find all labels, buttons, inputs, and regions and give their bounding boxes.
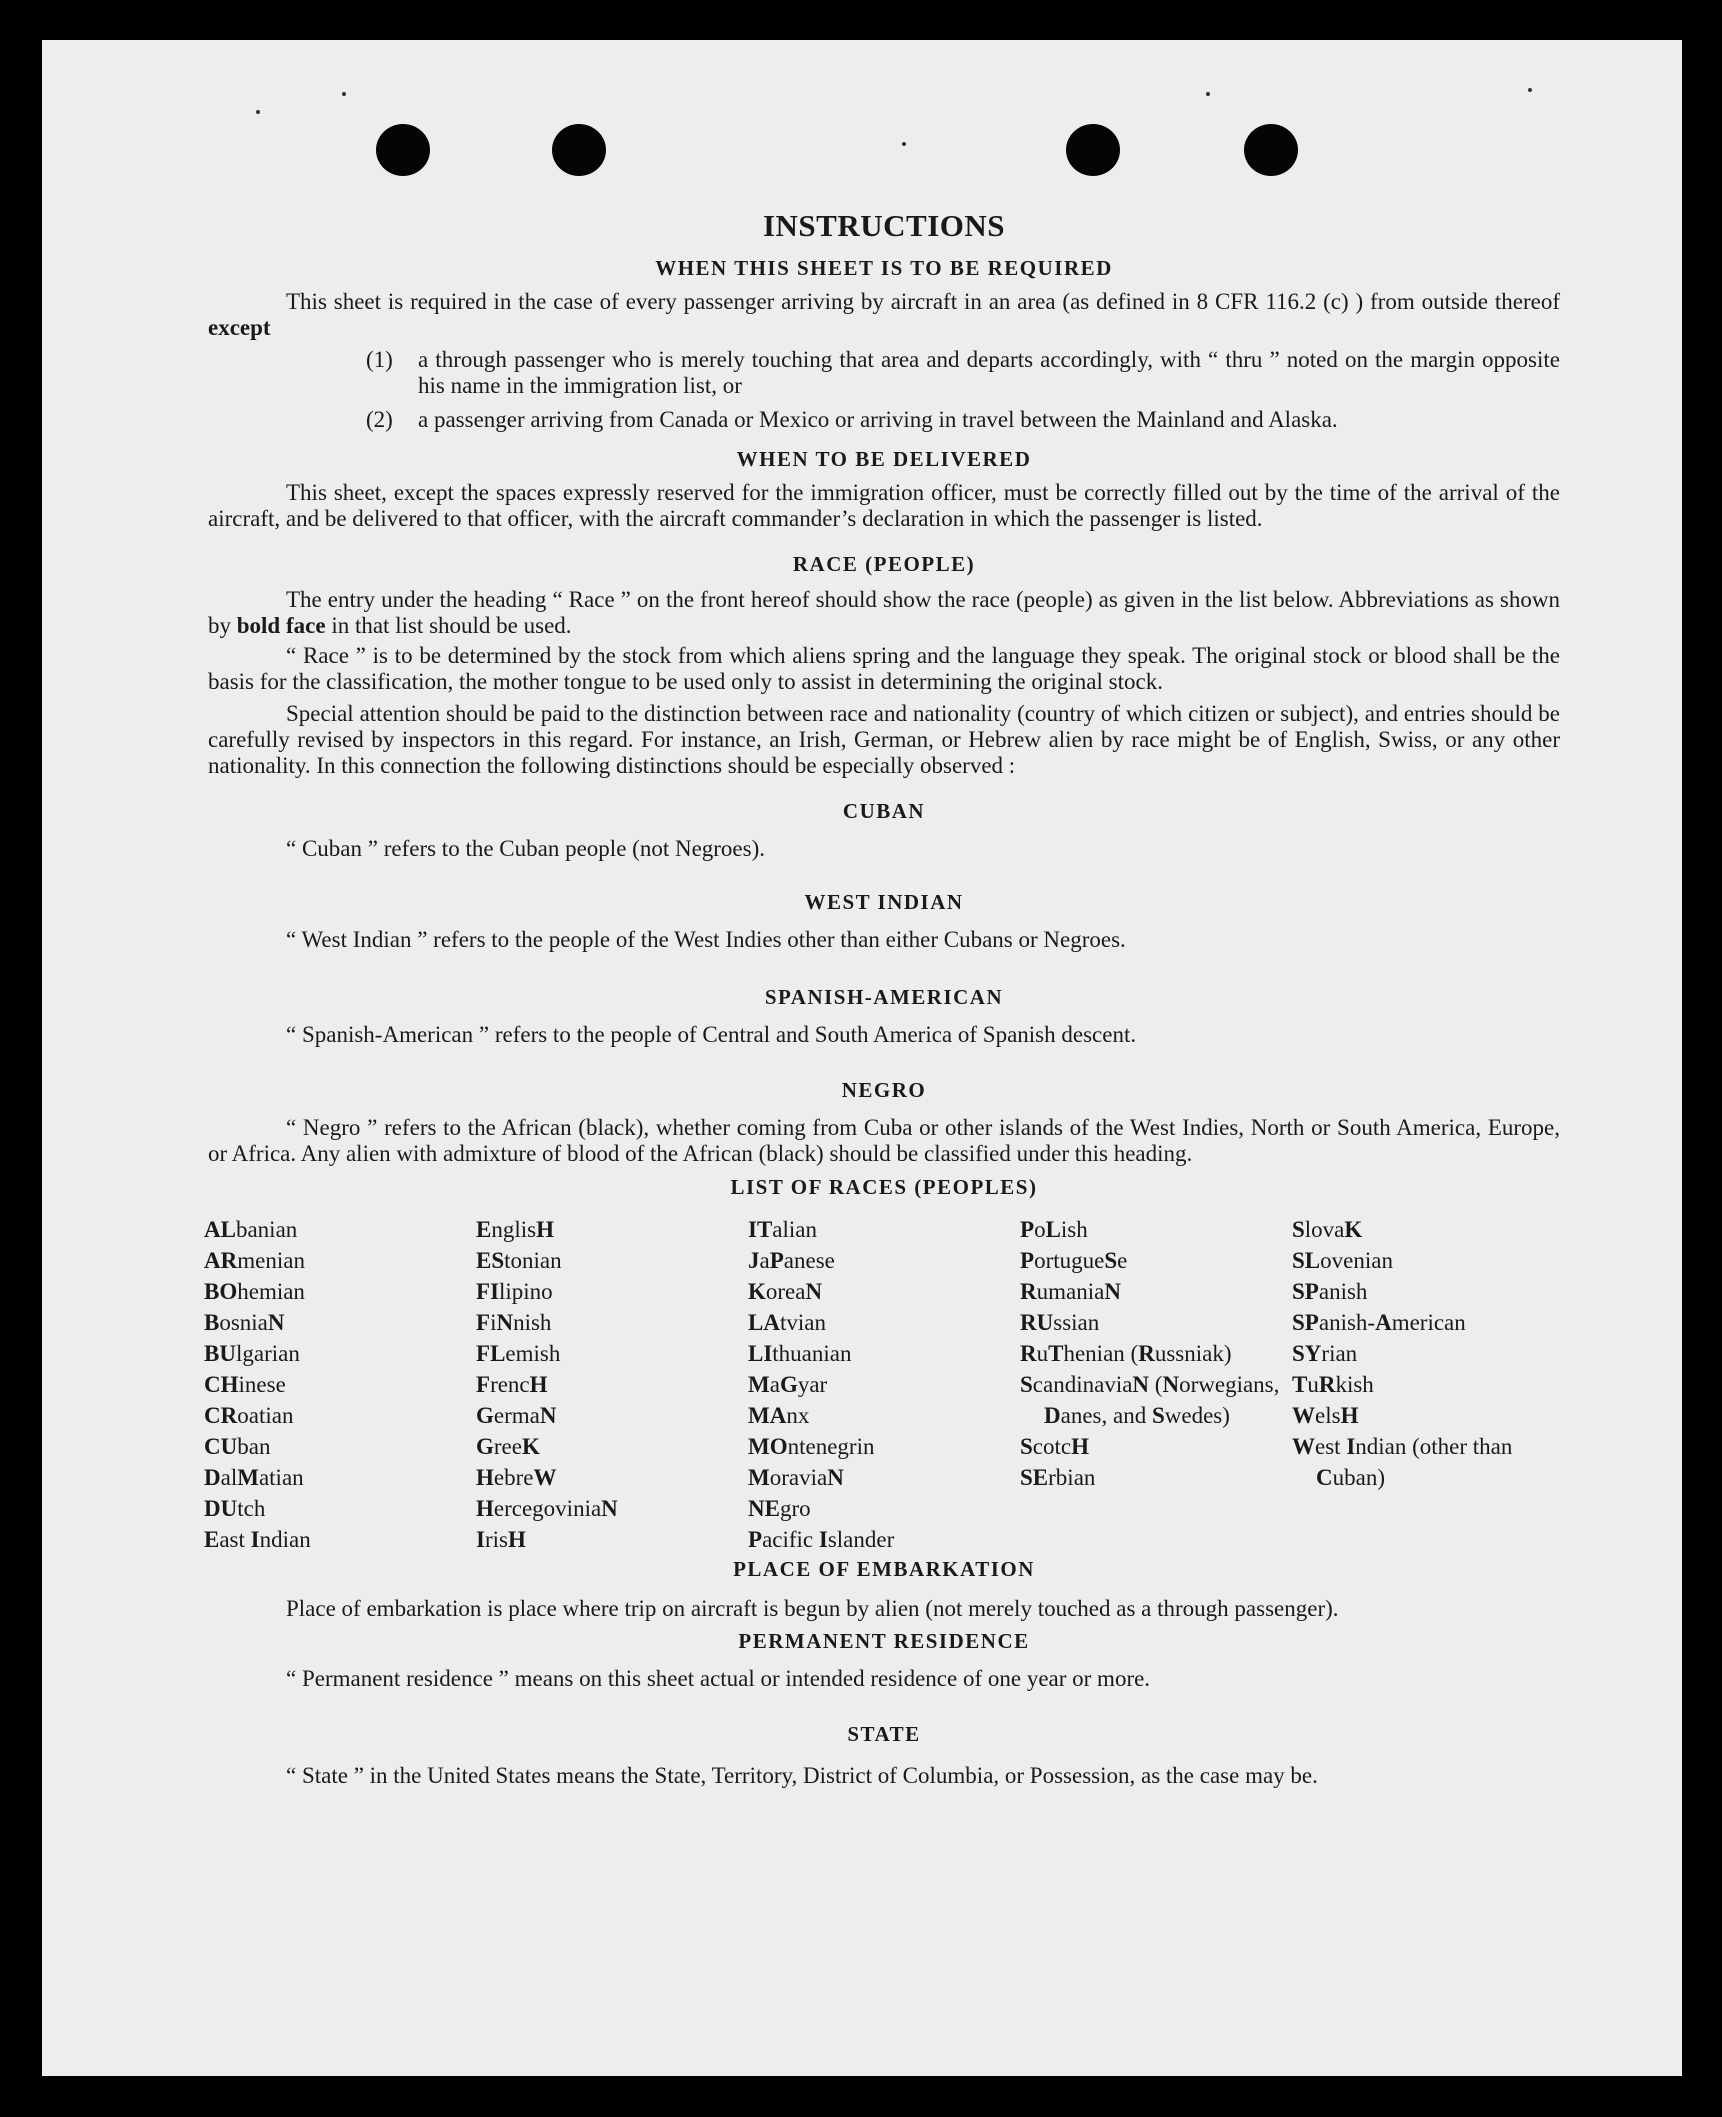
paragraph: This sheet, except the spaces expressly reserved for the immigration officer, must be correctly filled out by the time of the arrival of the aircraft, and be delivered to that officer, with the aircraft commander’s declaration in which the passenger is listed. (208, 480, 1560, 531)
page-title: INSTRUCTIONS (762, 208, 1005, 243)
punch-hole (552, 124, 606, 176)
speck (1528, 88, 1532, 92)
punch-hole (1066, 124, 1120, 176)
races-column (748, 1214, 1020, 1555)
punch-hole (1244, 124, 1298, 176)
race-item: BosniaN (204, 1310, 285, 1335)
race-item: West Indian (other than Cuban) (1292, 1434, 1513, 1490)
section-heading: CUBAN (842, 799, 926, 823)
punch-hole (376, 124, 430, 176)
race-item: FIlipino (476, 1279, 553, 1304)
race-item: IrisH (476, 1527, 526, 1552)
paragraph: “ Permanent residence ” means on this sheet actual or intended residence of one year or more. (286, 1666, 1151, 1691)
paragraph: “ Spanish-American ” refers to the people of Central and South America of Spanish descent. (286, 1022, 1137, 1047)
section-heading: NEGRO (841, 1078, 927, 1102)
race-item: SPanish-American (1292, 1310, 1466, 1335)
race-item: EnglisH (476, 1217, 554, 1242)
race-item: CUban (204, 1434, 271, 1459)
paragraph: Place of embarkation is place where trip on aircraft is begun by alien (not merely touched as a through passenger). (286, 1596, 1339, 1621)
section-heading: PERMANENT RESIDENCE (738, 1629, 1030, 1653)
race-item: EStonian (476, 1248, 562, 1273)
race-item: FrencH (476, 1372, 548, 1397)
list-item: (2) a passenger arriving from Canada or Mexico or arriving in travel between the Mainland and Alaska. (366, 407, 1338, 432)
document-page (42, 40, 1682, 2076)
race-item: HercegoviniaN (476, 1496, 618, 1521)
races-column (204, 1214, 476, 1555)
paragraph: “ State ” in the United States means the State, Territory, District of Columbia, or Possession, as the case may be. (286, 1763, 1318, 1788)
race-item: TuRkish (1292, 1372, 1374, 1397)
race-item: FLemish (476, 1341, 561, 1366)
race-item: JaPanese (748, 1248, 835, 1273)
race-item: LIthuanian (748, 1341, 852, 1366)
race-item: ALbanian (204, 1217, 298, 1242)
race-item: SErbian (1020, 1465, 1096, 1490)
list-item: (1) a through passenger who is merely touching that area and departs accordingly, with “ thru ” noted on the margin opposite his name in the immigration list, or (366, 347, 1560, 398)
race-item: BUlgarian (204, 1341, 300, 1366)
race-item: PortugueSe (1020, 1248, 1128, 1273)
speck (902, 142, 906, 146)
race-item: GermaN (476, 1403, 557, 1428)
race-item: WelsH (1292, 1403, 1359, 1428)
race-item: DalMatian (204, 1465, 304, 1490)
race-item: PoLish (1020, 1217, 1088, 1242)
race-item: SYrian (1292, 1341, 1358, 1366)
speck (256, 110, 260, 114)
race-item: ARmenian (204, 1248, 305, 1273)
paragraph: “ West Indian ” refers to the people of the West Indies other than either Cubans or Negroes. (286, 927, 1126, 952)
race-item: DUtch (204, 1496, 266, 1521)
race-item: RUssian (1020, 1310, 1100, 1335)
race-item: GreeK (476, 1434, 540, 1459)
races-column (476, 1214, 748, 1555)
race-item: KoreaN (748, 1279, 823, 1304)
race-item: SPanish (1292, 1279, 1368, 1304)
race-item: ScotcH (1020, 1434, 1089, 1459)
race-item: CHinese (204, 1372, 286, 1397)
races-list (204, 1214, 1560, 1555)
paragraph: “ Race ” is to be determined by the stock from which aliens spring and the language they speak. The original stock or blood shall be the basis for the classification, the mother tongue to be used only to assist in determining the original stock. (208, 643, 1560, 694)
section-heading: WHEN TO BE DELIVERED (736, 447, 1032, 471)
race-item: ScandinaviaN (Norwegians, Danes, and Swedes) (1020, 1372, 1280, 1428)
race-item: NEgro (748, 1496, 811, 1521)
section-heading: STATE (847, 1722, 921, 1746)
section-heading: WHEN THIS SHEET IS TO BE REQUIRED (655, 256, 1113, 280)
paragraph: This sheet is required in the case of every passenger arriving by aircraft in an area (as defined in 8 CFR 116.2 (c) ) from outside thereof except (208, 289, 1560, 340)
instructions-content (204, 208, 1560, 1793)
paragraph: “ Negro ” refers to the African (black), whether coming from Cuba or other islands of the West Indies, North or South America, Europe, or Africa. Any alien with admixture of blood of the African (black) should be classified under this heading. (208, 1115, 1560, 1166)
race-item: MaGyar (748, 1372, 828, 1397)
race-item: CRoatian (204, 1403, 294, 1428)
section-heading: RACE (PEOPLE) (792, 552, 976, 576)
race-item: LAtvian (748, 1310, 826, 1335)
race-item: Pacific Islander (748, 1527, 895, 1552)
speck (1206, 92, 1210, 96)
race-item: MAnx (748, 1403, 810, 1428)
race-item: RumaniaN (1020, 1279, 1121, 1304)
races-column (1020, 1214, 1292, 1555)
paragraph: The entry under the heading “ Race ” on the front hereof should show the race (people) as given in the list below. Abbreviations as shown by bold face in that list should be used. (208, 587, 1560, 638)
section-heading: SPANISH-AMERICAN (764, 985, 1004, 1009)
race-item: FiNnish (476, 1310, 552, 1335)
section-heading: WEST INDIAN (804, 890, 964, 914)
race-item: HebreW (476, 1465, 557, 1490)
race-item: MoraviaN (748, 1465, 844, 1490)
race-item: MOntenegrin (748, 1434, 875, 1459)
race-item: SlovaK (1292, 1217, 1363, 1242)
section-heading: LIST OF RACES (PEOPLES) (730, 1175, 1038, 1199)
races-column (1292, 1214, 1556, 1555)
paragraph: Special attention should be paid to the distinction between race and nationality (country of which citizen or subject), and entries should be carefully revised by inspectors in this regard. For instance, an Irish, German, or Hebrew alien by race might be of English, Swiss, or any other nationality. In this connection the following distinctions should be especially observed : (208, 701, 1560, 778)
race-item: RuThenian (Russniak) (1020, 1341, 1232, 1366)
paragraph: “ Cuban ” refers to the Cuban people (not Negroes). (286, 836, 766, 861)
race-item: SLovenian (1292, 1248, 1393, 1273)
race-item: East Indian (204, 1527, 311, 1552)
race-item: BOhemian (204, 1279, 305, 1304)
race-item: ITalian (748, 1217, 817, 1242)
section-heading: PLACE OF EMBARKATION (733, 1557, 1035, 1581)
speck (342, 92, 346, 96)
